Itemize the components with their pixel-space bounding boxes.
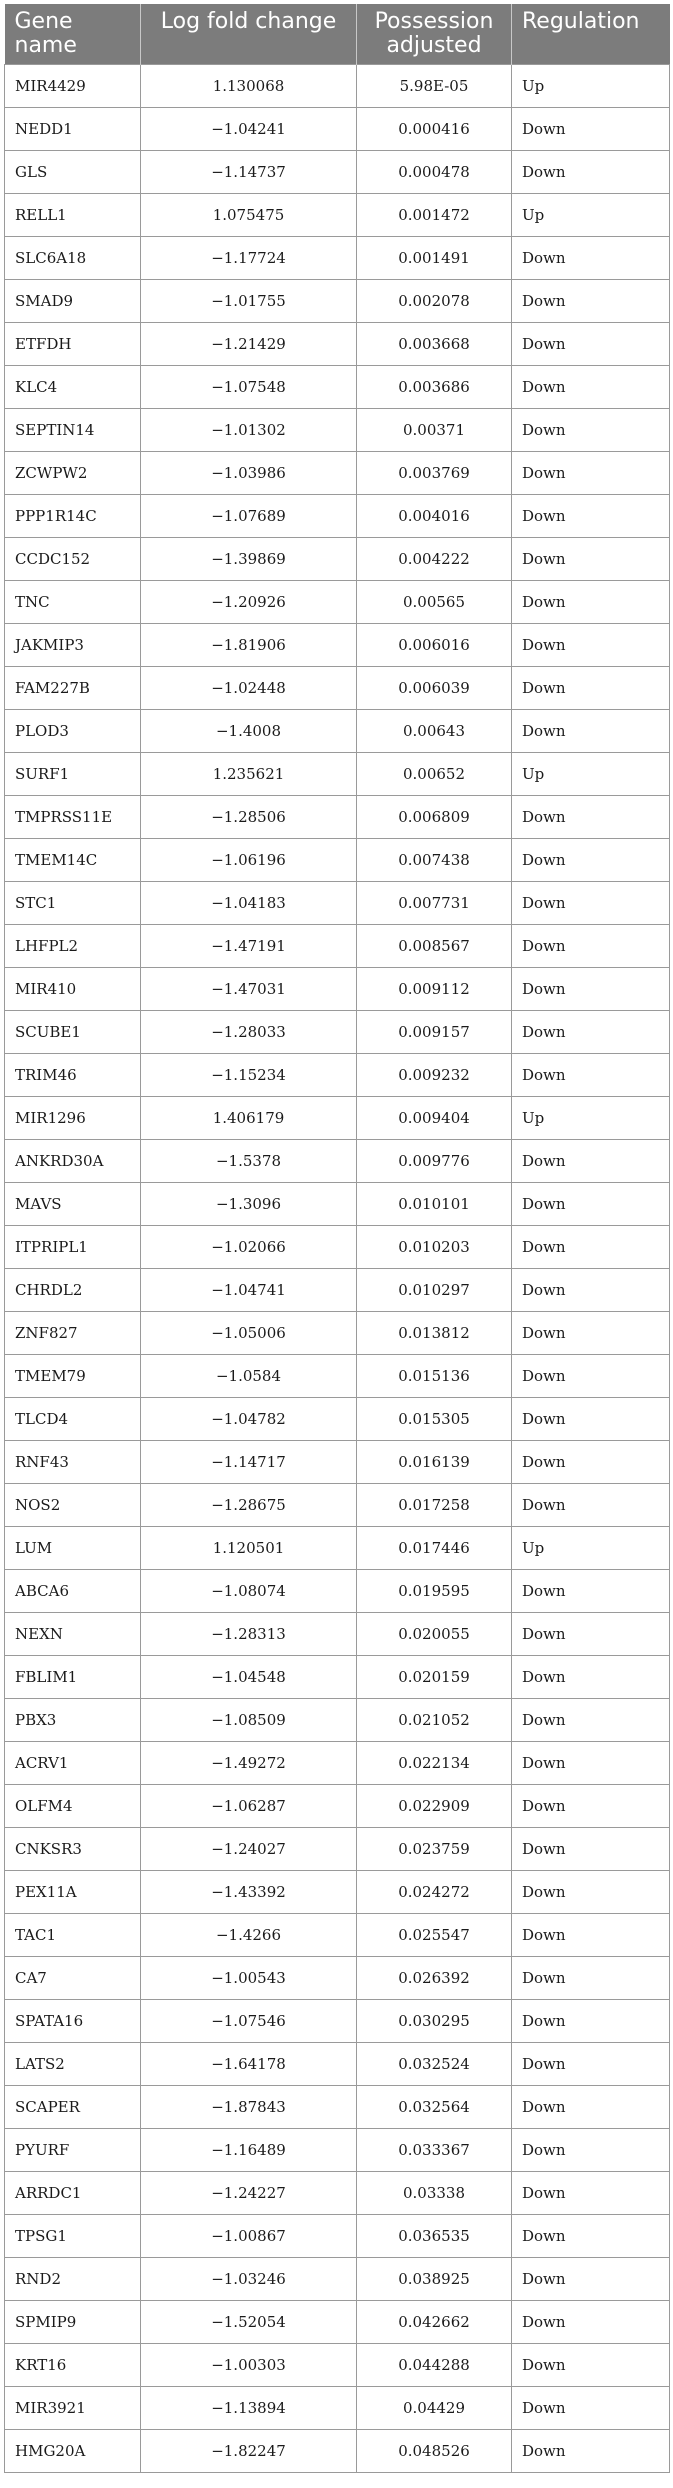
gene-name-cell: SCUBE1	[5, 1011, 141, 1054]
gene-name-cell: NEXN	[5, 1613, 141, 1656]
table-row	[5, 151, 670, 194]
log-fold-change-cell: 1.130068	[141, 65, 357, 108]
possession-adjusted-cell: 0.010101	[357, 1183, 512, 1226]
log-fold-change-cell: −1.04741	[141, 1269, 357, 1312]
regulation-cell: Down	[512, 710, 670, 753]
table-row	[5, 1570, 670, 1613]
regulation-cell: Down	[512, 108, 670, 151]
regulation-cell: Up	[512, 65, 670, 108]
regulation-cell: Down	[512, 882, 670, 925]
gene-name-cell: PYURF	[5, 2129, 141, 2172]
log-fold-change-cell: −1.47031	[141, 968, 357, 1011]
log-fold-change-cell: −1.06196	[141, 839, 357, 882]
gene-name-cell: CCDC152	[5, 538, 141, 581]
table-row	[5, 1097, 670, 1140]
gene-name-cell: ABCA6	[5, 1570, 141, 1613]
log-fold-change-cell: −1.0584	[141, 1355, 357, 1398]
possession-adjusted-cell: 0.002078	[357, 280, 512, 323]
log-fold-change-cell: −1.08074	[141, 1570, 357, 1613]
possession-adjusted-cell: 0.008567	[357, 925, 512, 968]
log-fold-change-cell: −1.14717	[141, 1441, 357, 1484]
gene-name-cell: SMAD9	[5, 280, 141, 323]
gene-name-cell: KRT16	[5, 2344, 141, 2387]
regulation-cell: Down	[512, 2172, 670, 2215]
table-row	[5, 323, 670, 366]
table-row	[5, 2387, 670, 2430]
possession-adjusted-cell: 0.021052	[357, 1699, 512, 1742]
gene-name-cell: TMEM14C	[5, 839, 141, 882]
gene-name-cell: ZCWPW2	[5, 452, 141, 495]
log-fold-change-cell: −1.3096	[141, 1183, 357, 1226]
gene-name-cell: LATS2	[5, 2043, 141, 2086]
possession-adjusted-cell: 0.024272	[357, 1871, 512, 1914]
log-fold-change-cell: −1.05006	[141, 1312, 357, 1355]
log-fold-change-cell: −1.39869	[141, 538, 357, 581]
gene-name-cell: CNKSR3	[5, 1828, 141, 1871]
table-row	[5, 1355, 670, 1398]
possession-adjusted-cell: 0.009112	[357, 968, 512, 1011]
regulation-cell: Down	[512, 1269, 670, 1312]
gene-name-cell: NEDD1	[5, 108, 141, 151]
table-row	[5, 495, 670, 538]
log-fold-change-cell: −1.01755	[141, 280, 357, 323]
possession-adjusted-cell: 0.017446	[357, 1527, 512, 1570]
log-fold-change-cell: −1.21429	[141, 323, 357, 366]
log-fold-change-cell: −1.52054	[141, 2301, 357, 2344]
gene-name-cell: RND2	[5, 2258, 141, 2301]
regulation-cell: Down	[512, 1957, 670, 2000]
gene-name-cell: SPMIP9	[5, 2301, 141, 2344]
log-fold-change-cell: −1.03986	[141, 452, 357, 495]
possession-adjusted-cell: 0.004222	[357, 538, 512, 581]
regulation-cell: Down	[512, 925, 670, 968]
header-regulation: Regulation	[512, 4, 670, 65]
gene-name-cell: TNC	[5, 581, 141, 624]
possession-adjusted-cell: 0.00652	[357, 753, 512, 796]
possession-adjusted-cell: 0.009232	[357, 1054, 512, 1097]
regulation-cell: Down	[512, 2301, 670, 2344]
table-row	[5, 1011, 670, 1054]
possession-adjusted-cell: 0.003769	[357, 452, 512, 495]
table-row	[5, 1828, 670, 1871]
gene-name-cell: ANKRD30A	[5, 1140, 141, 1183]
log-fold-change-cell: −1.5378	[141, 1140, 357, 1183]
possession-adjusted-cell: 0.026392	[357, 1957, 512, 2000]
possession-adjusted-cell: 0.023759	[357, 1828, 512, 1871]
log-fold-change-cell: −1.4266	[141, 1914, 357, 1957]
possession-adjusted-cell: 0.00643	[357, 710, 512, 753]
gene-name-cell: ITPRIPL1	[5, 1226, 141, 1269]
regulation-cell: Down	[512, 2129, 670, 2172]
regulation-cell: Down	[512, 237, 670, 280]
regulation-cell: Down	[512, 968, 670, 1011]
table-header	[5, 4, 670, 65]
table-row	[5, 2129, 670, 2172]
gene-name-cell: TRIM46	[5, 1054, 141, 1097]
regulation-cell: Down	[512, 1226, 670, 1269]
regulation-cell: Down	[512, 1484, 670, 1527]
table-row	[5, 65, 670, 108]
possession-adjusted-cell: 0.006016	[357, 624, 512, 667]
log-fold-change-cell: 1.120501	[141, 1527, 357, 1570]
log-fold-change-cell: −1.14737	[141, 151, 357, 194]
regulation-cell: Down	[512, 452, 670, 495]
regulation-cell: Down	[512, 2215, 670, 2258]
gene-table	[4, 4, 670, 2473]
regulation-cell: Down	[512, 1871, 670, 1914]
possession-adjusted-cell: 0.017258	[357, 1484, 512, 1527]
regulation-cell: Down	[512, 624, 670, 667]
table-row	[5, 710, 670, 753]
possession-adjusted-cell: 0.009776	[357, 1140, 512, 1183]
gene-name-cell: MIR3921	[5, 2387, 141, 2430]
gene-name-cell: NOS2	[5, 1484, 141, 1527]
regulation-cell: Down	[512, 1613, 670, 1656]
log-fold-change-cell: 1.235621	[141, 753, 357, 796]
log-fold-change-cell: −1.49272	[141, 1742, 357, 1785]
regulation-cell: Down	[512, 1441, 670, 1484]
gene-name-cell: SCAPER	[5, 2086, 141, 2129]
possession-adjusted-cell: 0.036535	[357, 2215, 512, 2258]
log-fold-change-cell: 1.406179	[141, 1097, 357, 1140]
gene-table-container	[4, 4, 669, 2473]
header-row	[5, 4, 670, 65]
regulation-cell: Down	[512, 1570, 670, 1613]
possession-adjusted-cell: 0.000416	[357, 108, 512, 151]
gene-name-cell: LHFPL2	[5, 925, 141, 968]
gene-name-cell: TAC1	[5, 1914, 141, 1957]
table-row	[5, 925, 670, 968]
regulation-cell: Up	[512, 753, 670, 796]
gene-name-cell: PLOD3	[5, 710, 141, 753]
regulation-cell: Down	[512, 2258, 670, 2301]
regulation-cell: Down	[512, 1054, 670, 1097]
regulation-cell: Down	[512, 1398, 670, 1441]
table-row	[5, 2258, 670, 2301]
gene-name-cell: ETFDH	[5, 323, 141, 366]
table-row	[5, 968, 670, 1011]
table-row	[5, 1699, 670, 1742]
log-fold-change-cell: −1.24227	[141, 2172, 357, 2215]
log-fold-change-cell: −1.04241	[141, 108, 357, 151]
gene-name-cell: ACRV1	[5, 1742, 141, 1785]
table-row	[5, 1054, 670, 1097]
possession-adjusted-cell: 0.000478	[357, 151, 512, 194]
possession-adjusted-cell: 0.033367	[357, 2129, 512, 2172]
possession-adjusted-cell: 0.007731	[357, 882, 512, 925]
log-fold-change-cell: −1.00543	[141, 1957, 357, 2000]
regulation-cell: Down	[512, 796, 670, 839]
table-row	[5, 1140, 670, 1183]
regulation-cell: Down	[512, 581, 670, 624]
log-fold-change-cell: 1.075475	[141, 194, 357, 237]
log-fold-change-cell: −1.43392	[141, 1871, 357, 1914]
table-row	[5, 2430, 670, 2473]
possession-adjusted-cell: 0.022909	[357, 1785, 512, 1828]
possession-adjusted-cell: 0.025547	[357, 1914, 512, 1957]
possession-adjusted-cell: 0.013812	[357, 1312, 512, 1355]
possession-adjusted-cell: 0.019595	[357, 1570, 512, 1613]
gene-name-cell: GLS	[5, 151, 141, 194]
log-fold-change-cell: −1.07689	[141, 495, 357, 538]
possession-adjusted-cell: 0.022134	[357, 1742, 512, 1785]
table-row	[5, 581, 670, 624]
table-row	[5, 2043, 670, 2086]
table-row	[5, 882, 670, 925]
regulation-cell: Down	[512, 1355, 670, 1398]
regulation-cell: Down	[512, 495, 670, 538]
possession-adjusted-cell: 0.015305	[357, 1398, 512, 1441]
table-row	[5, 1785, 670, 1828]
regulation-cell: Down	[512, 1828, 670, 1871]
table-row	[5, 2086, 670, 2129]
table-row	[5, 796, 670, 839]
log-fold-change-cell: −1.13894	[141, 2387, 357, 2430]
table-row	[5, 1183, 670, 1226]
log-fold-change-cell: −1.06287	[141, 1785, 357, 1828]
gene-name-cell: CHRDL2	[5, 1269, 141, 1312]
gene-name-cell: SEPTIN14	[5, 409, 141, 452]
gene-name-cell: SLC6A18	[5, 237, 141, 280]
table-row	[5, 624, 670, 667]
regulation-cell: Down	[512, 2000, 670, 2043]
log-fold-change-cell: −1.00867	[141, 2215, 357, 2258]
regulation-cell: Up	[512, 194, 670, 237]
regulation-cell: Down	[512, 1140, 670, 1183]
possession-adjusted-cell: 0.006809	[357, 796, 512, 839]
possession-adjusted-cell: 0.042662	[357, 2301, 512, 2344]
regulation-cell: Down	[512, 2387, 670, 2430]
table-row	[5, 1914, 670, 1957]
table-row	[5, 1656, 670, 1699]
table-row	[5, 839, 670, 882]
possession-adjusted-cell: 0.032524	[357, 2043, 512, 2086]
possession-adjusted-cell: 0.001491	[357, 237, 512, 280]
regulation-cell: Up	[512, 1527, 670, 1570]
gene-name-cell: RELL1	[5, 194, 141, 237]
table-row	[5, 1742, 670, 1785]
gene-name-cell: TPSG1	[5, 2215, 141, 2258]
gene-name-cell: FBLIM1	[5, 1656, 141, 1699]
log-fold-change-cell: −1.28033	[141, 1011, 357, 1054]
regulation-cell: Down	[512, 366, 670, 409]
regulation-cell: Down	[512, 1011, 670, 1054]
gene-name-cell: TLCD4	[5, 1398, 141, 1441]
regulation-cell: Down	[512, 538, 670, 581]
gene-name-cell: KLC4	[5, 366, 141, 409]
possession-adjusted-cell: 0.007438	[357, 839, 512, 882]
gene-name-cell: FAM227B	[5, 667, 141, 710]
log-fold-change-cell: −1.4008	[141, 710, 357, 753]
table-row	[5, 1269, 670, 1312]
gene-name-cell: JAKMIP3	[5, 624, 141, 667]
gene-name-cell: RNF43	[5, 1441, 141, 1484]
regulation-cell: Up	[512, 1097, 670, 1140]
table-row	[5, 1613, 670, 1656]
regulation-cell: Down	[512, 323, 670, 366]
possession-adjusted-cell: 0.048526	[357, 2430, 512, 2473]
gene-name-cell: SPATA16	[5, 2000, 141, 2043]
gene-name-cell: MAVS	[5, 1183, 141, 1226]
log-fold-change-cell: −1.81906	[141, 624, 357, 667]
gene-name-cell: LUM	[5, 1527, 141, 1570]
regulation-cell: Down	[512, 839, 670, 882]
possession-adjusted-cell: 0.010203	[357, 1226, 512, 1269]
table-row	[5, 2000, 670, 2043]
table-row	[5, 237, 670, 280]
table-row	[5, 452, 670, 495]
gene-name-cell: TMPRSS11E	[5, 796, 141, 839]
table-row	[5, 1527, 670, 1570]
gene-name-cell: ARRDC1	[5, 2172, 141, 2215]
possession-adjusted-cell: 0.04429	[357, 2387, 512, 2430]
table-row	[5, 2344, 670, 2387]
possession-adjusted-cell: 0.010297	[357, 1269, 512, 1312]
table-row	[5, 1226, 670, 1269]
possession-adjusted-cell: 0.015136	[357, 1355, 512, 1398]
header-gene-name: Gene name	[5, 4, 141, 65]
regulation-cell: Down	[512, 2430, 670, 2473]
regulation-cell: Down	[512, 2043, 670, 2086]
gene-name-cell: SURF1	[5, 753, 141, 796]
possession-adjusted-cell: 0.03338	[357, 2172, 512, 2215]
log-fold-change-cell: −1.04548	[141, 1656, 357, 1699]
regulation-cell: Down	[512, 1183, 670, 1226]
gene-name-cell: CA7	[5, 1957, 141, 2000]
header-possession-adjusted: Possession adjusted	[357, 4, 512, 65]
log-fold-change-cell: −1.04183	[141, 882, 357, 925]
gene-name-cell: ZNF827	[5, 1312, 141, 1355]
regulation-cell: Down	[512, 409, 670, 452]
log-fold-change-cell: −1.28506	[141, 796, 357, 839]
regulation-cell: Down	[512, 1914, 670, 1957]
possession-adjusted-cell: 0.004016	[357, 495, 512, 538]
log-fold-change-cell: −1.20926	[141, 581, 357, 624]
log-fold-change-cell: −1.04782	[141, 1398, 357, 1441]
gene-name-cell: PPP1R14C	[5, 495, 141, 538]
log-fold-change-cell: −1.28675	[141, 1484, 357, 1527]
possession-adjusted-cell: 0.009157	[357, 1011, 512, 1054]
log-fold-change-cell: −1.28313	[141, 1613, 357, 1656]
log-fold-change-cell: −1.47191	[141, 925, 357, 968]
log-fold-change-cell: −1.02448	[141, 667, 357, 710]
possession-adjusted-cell: 0.003686	[357, 366, 512, 409]
regulation-cell: Down	[512, 2086, 670, 2129]
table-row	[5, 194, 670, 237]
regulation-cell: Down	[512, 151, 670, 194]
table-row	[5, 1484, 670, 1527]
table-row	[5, 753, 670, 796]
log-fold-change-cell: −1.87843	[141, 2086, 357, 2129]
possession-adjusted-cell: 0.032564	[357, 2086, 512, 2129]
log-fold-change-cell: −1.08509	[141, 1699, 357, 1742]
gene-name-cell: STC1	[5, 882, 141, 925]
possession-adjusted-cell: 0.030295	[357, 2000, 512, 2043]
log-fold-change-cell: −1.15234	[141, 1054, 357, 1097]
table-row	[5, 366, 670, 409]
possession-adjusted-cell: 0.020159	[357, 1656, 512, 1699]
possession-adjusted-cell: 0.044288	[357, 2344, 512, 2387]
regulation-cell: Down	[512, 1699, 670, 1742]
log-fold-change-cell: −1.16489	[141, 2129, 357, 2172]
gene-name-cell: MIR4429	[5, 65, 141, 108]
regulation-cell: Down	[512, 667, 670, 710]
table-row	[5, 1871, 670, 1914]
table-row	[5, 667, 670, 710]
log-fold-change-cell: −1.01302	[141, 409, 357, 452]
gene-name-cell: MIR410	[5, 968, 141, 1011]
possession-adjusted-cell: 0.00371	[357, 409, 512, 452]
gene-name-cell: HMG20A	[5, 2430, 141, 2473]
gene-name-cell: TMEM79	[5, 1355, 141, 1398]
table-row	[5, 280, 670, 323]
log-fold-change-cell: −1.82247	[141, 2430, 357, 2473]
gene-name-cell: PBX3	[5, 1699, 141, 1742]
regulation-cell: Down	[512, 1785, 670, 1828]
possession-adjusted-cell: 0.009404	[357, 1097, 512, 1140]
regulation-cell: Down	[512, 1742, 670, 1785]
table-row	[5, 1441, 670, 1484]
log-fold-change-cell: −1.07546	[141, 2000, 357, 2043]
table-row	[5, 538, 670, 581]
table-row	[5, 108, 670, 151]
log-fold-change-cell: −1.64178	[141, 2043, 357, 2086]
table-row	[5, 2215, 670, 2258]
log-fold-change-cell: −1.02066	[141, 1226, 357, 1269]
possession-adjusted-cell: 0.038925	[357, 2258, 512, 2301]
header-log-fold-change: Log fold change	[141, 4, 357, 65]
table-row	[5, 1398, 670, 1441]
possession-adjusted-cell: 0.003668	[357, 323, 512, 366]
regulation-cell: Down	[512, 1312, 670, 1355]
table-row	[5, 409, 670, 452]
possession-adjusted-cell: 0.016139	[357, 1441, 512, 1484]
possession-adjusted-cell: 0.006039	[357, 667, 512, 710]
table-row	[5, 2301, 670, 2344]
regulation-cell: Down	[512, 1656, 670, 1699]
table-row	[5, 1957, 670, 2000]
regulation-cell: Down	[512, 280, 670, 323]
gene-name-cell: MIR1296	[5, 1097, 141, 1140]
gene-name-cell: OLFM4	[5, 1785, 141, 1828]
possession-adjusted-cell: 5.98E-05	[357, 65, 512, 108]
possession-adjusted-cell: 0.001472	[357, 194, 512, 237]
table-row	[5, 2172, 670, 2215]
possession-adjusted-cell: 0.020055	[357, 1613, 512, 1656]
log-fold-change-cell: −1.07548	[141, 366, 357, 409]
log-fold-change-cell: −1.24027	[141, 1828, 357, 1871]
table-row	[5, 1312, 670, 1355]
regulation-cell: Down	[512, 2344, 670, 2387]
log-fold-change-cell: −1.00303	[141, 2344, 357, 2387]
possession-adjusted-cell: 0.00565	[357, 581, 512, 624]
log-fold-change-cell: −1.03246	[141, 2258, 357, 2301]
gene-name-cell: PEX11A	[5, 1871, 141, 1914]
table-body	[5, 65, 670, 2473]
log-fold-change-cell: −1.17724	[141, 237, 357, 280]
